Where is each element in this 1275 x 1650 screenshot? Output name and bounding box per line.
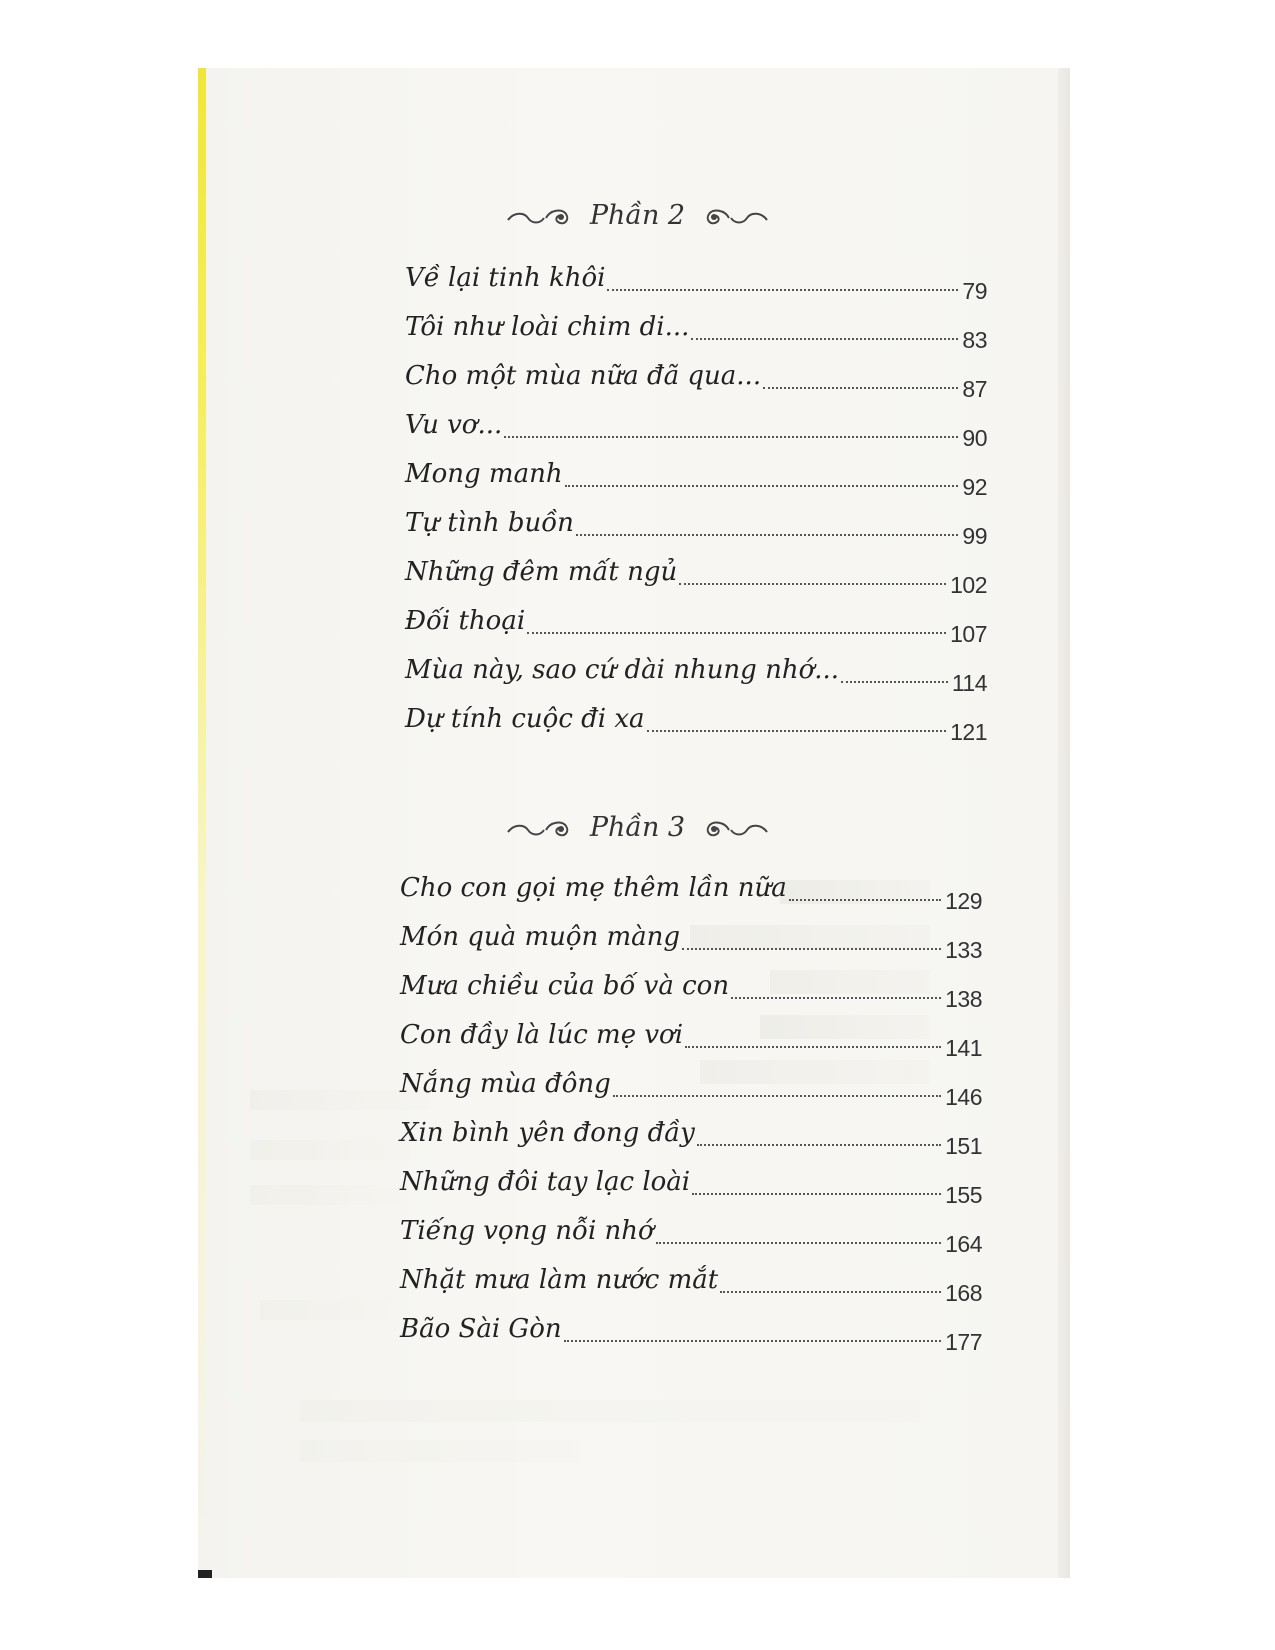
dot-leader: [576, 533, 958, 536]
entry-title: Con đầy là lúc mẹ vơi: [400, 1020, 684, 1050]
page-number: 92: [962, 474, 987, 500]
toc-entry[interactable]: [405, 454, 987, 503]
dot-leader: [692, 1192, 941, 1195]
page-number: 133: [945, 937, 982, 963]
entry-title: Tiếng vọng nỗi nhớ: [400, 1216, 654, 1246]
page-number: 151: [945, 1133, 982, 1159]
dot-leader: [504, 435, 958, 438]
entry-title: Tôi như loài chim di...: [405, 312, 690, 342]
dot-leader: [682, 947, 941, 950]
page-number: 87: [962, 376, 987, 402]
dot-leader: [685, 1045, 941, 1048]
page-number: 146: [945, 1084, 982, 1110]
toc-entry[interactable]: [405, 601, 987, 650]
toc-entry[interactable]: [405, 650, 987, 699]
page-number: 129: [945, 888, 982, 914]
toc-entry[interactable]: [400, 966, 982, 1015]
entry-title: Tự tình buồn: [405, 508, 574, 538]
page-number: 79: [962, 278, 987, 304]
entry-title: Nhặt mưa làm nước mắt: [400, 1265, 719, 1295]
entry-title: Về lại tinh khôi: [405, 263, 606, 293]
entry-title: Những đôi tay lạc loài: [400, 1167, 691, 1197]
entry-title: Nắng mùa đông: [400, 1069, 611, 1099]
dot-leader: [720, 1290, 941, 1293]
entry-title: Dự tính cuộc đi xa: [405, 704, 645, 734]
page-number: 168: [945, 1280, 982, 1306]
page-number: 99: [962, 523, 987, 549]
page-number: 83: [962, 327, 987, 353]
section-title: Phần 2: [589, 200, 686, 231]
entry-title: Cho một mùa nữa đã qua...: [405, 361, 762, 391]
toc-entry[interactable]: [400, 1260, 982, 1309]
toc-entry[interactable]: [400, 1309, 982, 1358]
page-number: 121: [950, 719, 987, 745]
entry-title: Xin bình yên đong đầy: [400, 1118, 695, 1148]
entry-title: Món quà muộn màng: [400, 922, 681, 952]
page-number: 102: [950, 572, 987, 598]
section-title: Phần 3: [589, 812, 686, 843]
dot-leader: [679, 582, 946, 585]
entry-title: Bão Sài Gòn: [400, 1314, 562, 1344]
page-number: 177: [945, 1329, 982, 1355]
cover-corner: [198, 1570, 212, 1578]
section-header-part-2: [0, 200, 1275, 231]
toc-entry[interactable]: [405, 552, 987, 601]
toc-entry[interactable]: [405, 503, 987, 552]
dot-leader: [607, 288, 958, 291]
page-number: 90: [962, 425, 987, 451]
section-header-part-3: [0, 812, 1275, 843]
toc-entry[interactable]: [400, 1113, 982, 1162]
dot-leader: [763, 386, 958, 389]
page-number: 107: [950, 621, 987, 647]
dot-leader: [647, 729, 947, 732]
flourish-left-icon: [506, 814, 576, 842]
dot-leader: [789, 898, 941, 901]
flourish-right-icon: [699, 202, 769, 230]
page-number: 141: [945, 1035, 982, 1061]
dot-leader: [656, 1241, 941, 1244]
flourish-left-icon: [506, 202, 576, 230]
dot-leader: [565, 484, 959, 487]
toc-entry[interactable]: [400, 1162, 982, 1211]
dot-leader: [841, 680, 948, 683]
entry-title: Những đêm mất ngủ: [405, 557, 678, 587]
dot-leader: [527, 631, 946, 634]
toc-list-part-2: [405, 258, 987, 748]
page-number: 155: [945, 1182, 982, 1208]
toc-entry[interactable]: [405, 307, 987, 356]
toc-entry[interactable]: [405, 405, 987, 454]
toc-entry[interactable]: [405, 356, 987, 405]
toc-entry[interactable]: [405, 699, 987, 748]
dot-leader: [564, 1339, 942, 1342]
toc-entry[interactable]: [400, 1015, 982, 1064]
dot-leader: [731, 996, 941, 999]
entry-title: Mưa chiều của bố và con: [400, 971, 730, 1001]
toc-entry[interactable]: [400, 917, 982, 966]
entry-title: Cho con gọi mẹ thêm lần nữa: [400, 873, 787, 903]
flourish-right-icon: [699, 814, 769, 842]
toc-entry[interactable]: [400, 1211, 982, 1260]
entry-title: Mong manh: [405, 459, 563, 489]
toc-entry[interactable]: [405, 258, 987, 307]
entry-title: Vu vơ...: [405, 410, 503, 440]
toc-entry[interactable]: [400, 1064, 982, 1113]
toc-entry[interactable]: [400, 868, 982, 917]
dot-leader: [691, 337, 958, 340]
dot-leader: [613, 1094, 941, 1097]
entry-title: Mùa này, sao cứ dài nhung nhớ...: [405, 655, 840, 685]
page-number: 164: [945, 1231, 982, 1257]
dot-leader: [697, 1143, 941, 1146]
page-number: 138: [945, 986, 982, 1012]
entry-title: Đối thoại: [405, 606, 526, 636]
toc-list-part-3: [400, 868, 982, 1358]
page-number: 114: [951, 670, 987, 696]
